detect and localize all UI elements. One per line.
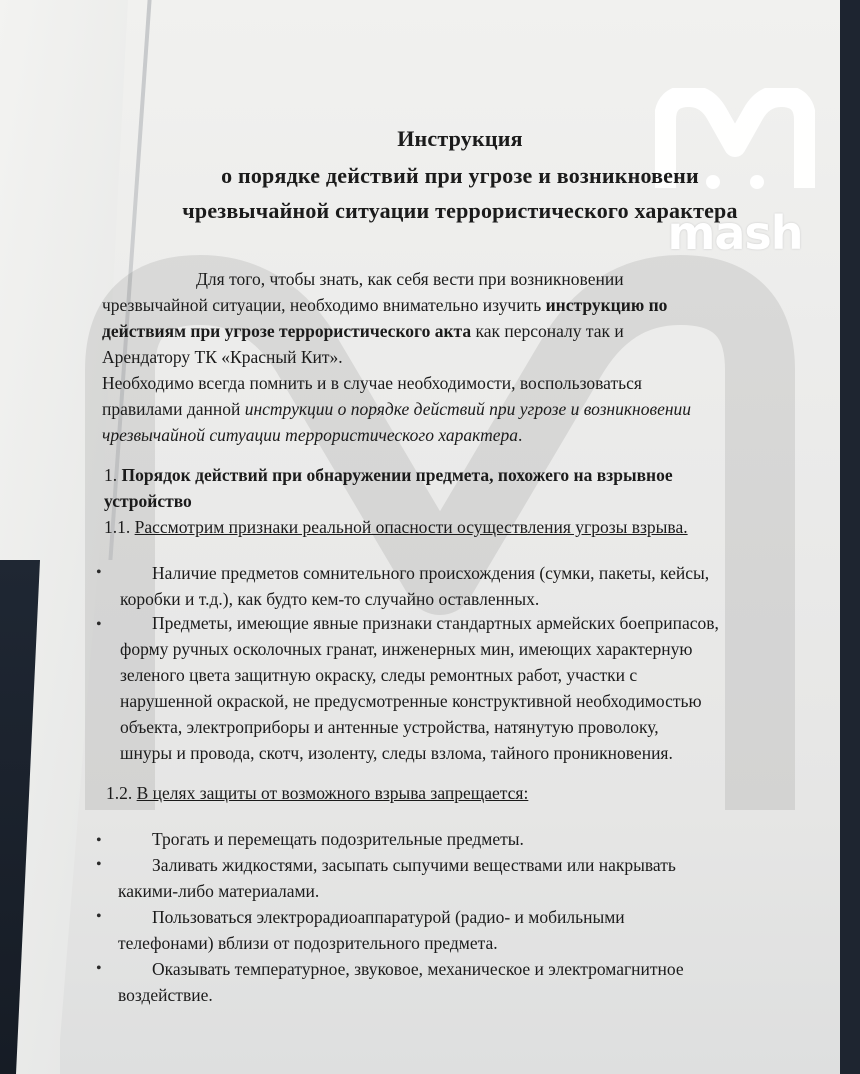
bullet1-2-line1: Предметы, имеющие явные признаки стандартных армейских боеприпасов, — [152, 613, 719, 633]
subsection-1-2 — [106, 780, 528, 807]
bullet2-4-line2: воздействие. — [118, 985, 213, 1005]
subsection-1-1-text: Рассмотрим признаки реальной опасности осуществления угрозы взрыва. — [134, 517, 688, 537]
bullet-marker: • — [96, 908, 102, 925]
bullet-marker: • — [96, 564, 102, 581]
intro-line6-italic: инструкции о порядке действий при угрозе и возникновении — [244, 399, 692, 419]
section1-number: 1. — [104, 465, 122, 485]
intro-line4: Арендатору ТК «Красный Кит». — [102, 347, 343, 367]
bullet1-2-line4: нарушенной окраской, не предусмотренные конструктивной необходимостью — [120, 691, 702, 711]
bullet-marker: • — [96, 616, 102, 633]
bullet2-4-line1: Оказывать температурное, звуковое, механическое и электромагнитное — [152, 959, 684, 979]
section1-heading-text: Порядок действий при обнаружении предмета, похожего на взрывное — [121, 465, 673, 485]
intro-line7-italic: чрезвычайной ситуации террористического характера — [102, 425, 519, 445]
intro-line2-text: чрезвычайной ситуации, необходимо внимательно изучить — [102, 295, 546, 315]
intro-line2-bold: инструкцию по — [545, 295, 668, 315]
intro-line7 — [102, 422, 522, 449]
section1-heading-line1 — [104, 462, 673, 489]
intro-line7-text: . — [518, 425, 523, 445]
bullet-marker: • — [96, 856, 102, 873]
bullet1-2-line5: объекта, электроприборы и антенные устройства, натянутую проволоку, — [120, 717, 659, 737]
subsection-1-2-number: 1.2. — [106, 783, 137, 803]
intro-line2 — [102, 292, 667, 319]
doc-title-line2: о порядке действий при угрозе и возникновени — [221, 163, 699, 188]
bullet2-2-line2: какими-либо материалами. — [118, 881, 320, 901]
intro-line6 — [102, 396, 691, 423]
bullet1-1-line1: Наличие предметов сомнительного происхождения (сумки, пакеты, кейсы, — [152, 563, 710, 583]
section1-heading-line2: устройство — [104, 491, 192, 511]
intro-line3-text: как персоналу так и — [471, 321, 624, 341]
intro-line6-text: правилами данной — [102, 399, 245, 419]
bullet2-2-line1: Заливать жидкостями, засыпать сыпучими веществами или накрывать — [152, 855, 676, 875]
intro-line5: Необходимо всегда помнить и в случае необходимости, воспользоваться — [102, 373, 642, 393]
bullet2-1-line1: Трогать и перемещать подозрительные предметы. — [152, 829, 524, 849]
bullet2-3-line1: Пользоваться электрорадиоаппаратурой (радио- и мобильными — [152, 907, 625, 927]
bullet-marker: • — [96, 832, 102, 849]
bullet1-1-line2: коробки и т.д.), как будто кем-то случайно оставленных. — [120, 589, 540, 609]
bullet1-2-line6: шнуры и провода, скотч, изоленту, следы взлома, тайного проникновения. — [120, 743, 673, 763]
bullet1-2-line3: зеленого цвета защитную окраску, следы ремонтных работ, участки с — [120, 665, 638, 685]
bullet1-2-line2: форму ручных осколочных гранат, инженерных мин, имеющих характерную — [120, 639, 693, 659]
intro-line1: Для того, чтобы знать, как себя вести при возникновении — [196, 269, 624, 289]
subsection-1-2-text: В целях защиты от возможного взрыва запрещается: — [136, 783, 529, 803]
bullet2-3-line2: телефонами) вблизи от подозрительного предмета. — [118, 933, 498, 953]
bullet-marker: • — [96, 960, 102, 977]
subsection-1-1 — [104, 514, 688, 541]
doc-title-line1: Инструкция — [397, 126, 523, 151]
mash-logo-text: mash — [667, 206, 803, 260]
subsection-1-1-number: 1.1. — [104, 517, 135, 537]
intro-line3-bold: действиям при угрозе террористического акта — [102, 321, 472, 341]
doc-title-line3: чрезвычайной ситуации террористического характера — [182, 198, 738, 223]
intro-line3 — [102, 318, 624, 345]
